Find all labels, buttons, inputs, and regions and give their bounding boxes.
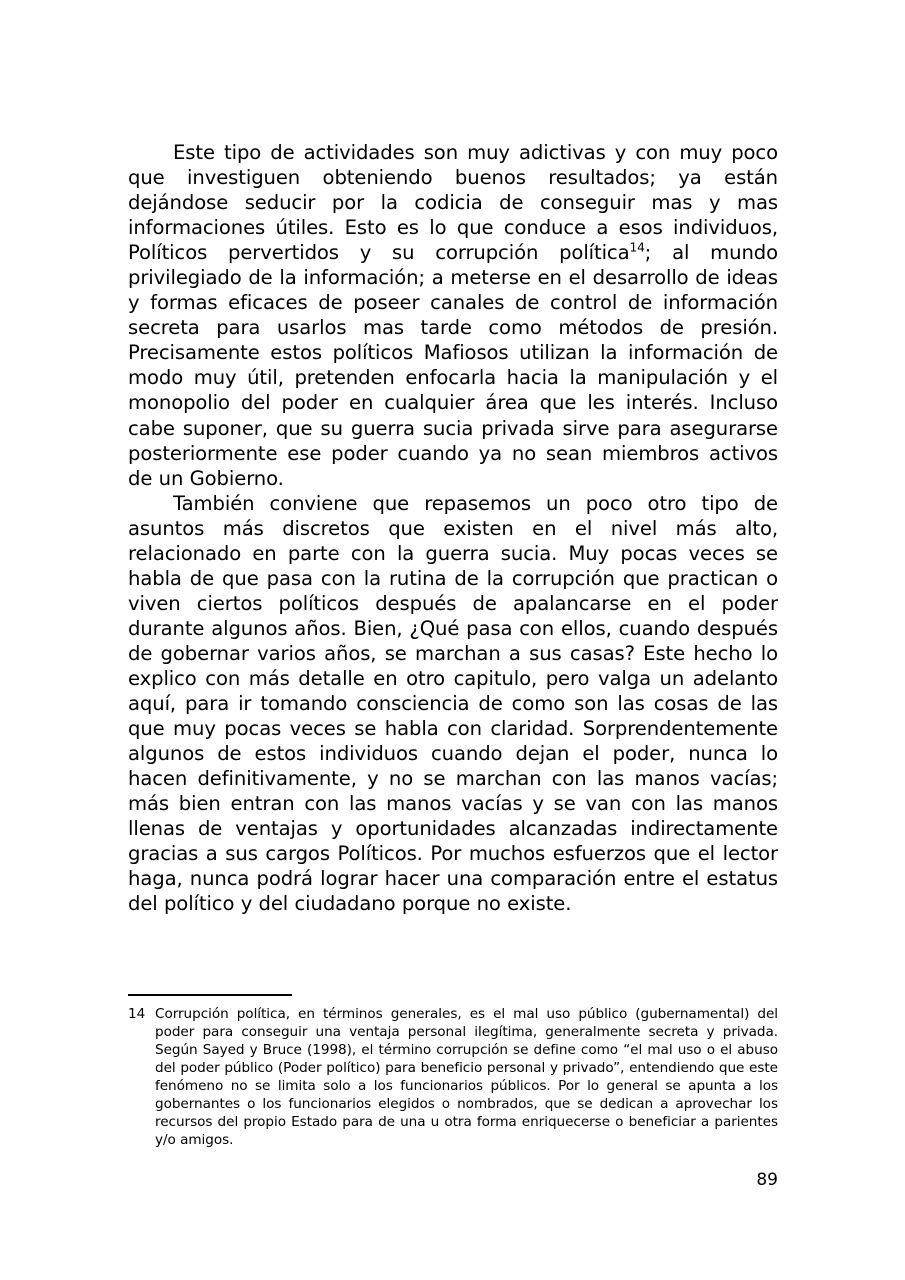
body-paragraph-1 (128, 140, 778, 491)
footnote-reference-14[interactable]: 14 (629, 240, 645, 255)
footnote-entry (128, 1005, 778, 1149)
paragraph-1-text-after-footnote: ; al mundo privilegiado de la información; a meterse en el desarrollo de ideas y formas eficaces de poseer canales de control de información secreta para usarlos mas tarde como métodos de presión. Precisamente estos políticos Mafiosos utilizan la información de modo muy útil, pretenden enfocarla hacia la manipulación y el monopolio del poder en cualquier área que les interés. Incluso cabe suponer, que su guerra sucia privada sirve para asegurarse posteriormente ese poder cuando ya no sean miembros activos de un Gobierno. (128, 241, 778, 490)
footnote-block (128, 994, 778, 1149)
body-paragraph-2: También conviene que repasemos un poco otro tipo de asuntos más discretos que existen en el nivel más alto, relacionado en parte con la guerra sucia. Muy pocas veces se habla de que pasa con la rutina de la corrupción que practican o viven ciertos políticos después de apalancarse en el poder durante algunos años. Bien, ¿Qué pasa con ellos, cuando después de gobernar varios años, se marchan a sus casas? Este hecho lo explico con más detalle en otro capitulo, pero valga un adelanto aquí, para ir tomando consciencia de como son las cosas de las que muy pocas veces se habla con claridad. Sorprendentemente algunos de estos individuos cuando dejan el poder, nunca lo hacen definitivamente, y no se marchan con las manos vacías; más bien entran con las manos vacías y se van con las manos llenas de ventajas y oportunidades alcanzadas indirectamente gracias a sus cargos Políticos. Por muchos esfuerzos que el lector haga, nunca podrá lograr hacer una comparación entre el estatus del político y del ciudadano porque no existe. (128, 491, 778, 916)
footnote-number: 14 (128, 1006, 146, 1022)
footnote-text: Corrupción política, en términos generales, es el mal uso público (gubernamental) del poder para conseguir una ventaja personal ilegítima, generalmente secreta y privada. Según Sayed y Bruce (1998), el término corrupción se define como “el mal uso o el abuso del poder público (Poder político) para beneficio personal y privado”, entendiendo que este fenómeno no se limita solo a los funcionarios públicos. Por lo general se apunta a los gobernantes o los funcionarios elegidos o nombrados, que se dedican a aprovechar los recursos del propio Estado para de una u otra forma enriquecerse o beneficiar a parientes y/o amigos. (155, 1006, 778, 1148)
page-body-content (128, 140, 778, 916)
page-number: 89 (756, 1170, 778, 1190)
paragraph-1-text-before-footnote: Este tipo de actividades son muy adictivas y con muy poco que investiguen obteniendo buenos resultados; ya están dejándose seducir por la codicia de conseguir mas y mas informaciones útiles. Esto es lo que conduce a esos individuos, Políticos pervertidos y su corrupción política (128, 141, 778, 265)
footnote-separator-rule (128, 994, 292, 996)
